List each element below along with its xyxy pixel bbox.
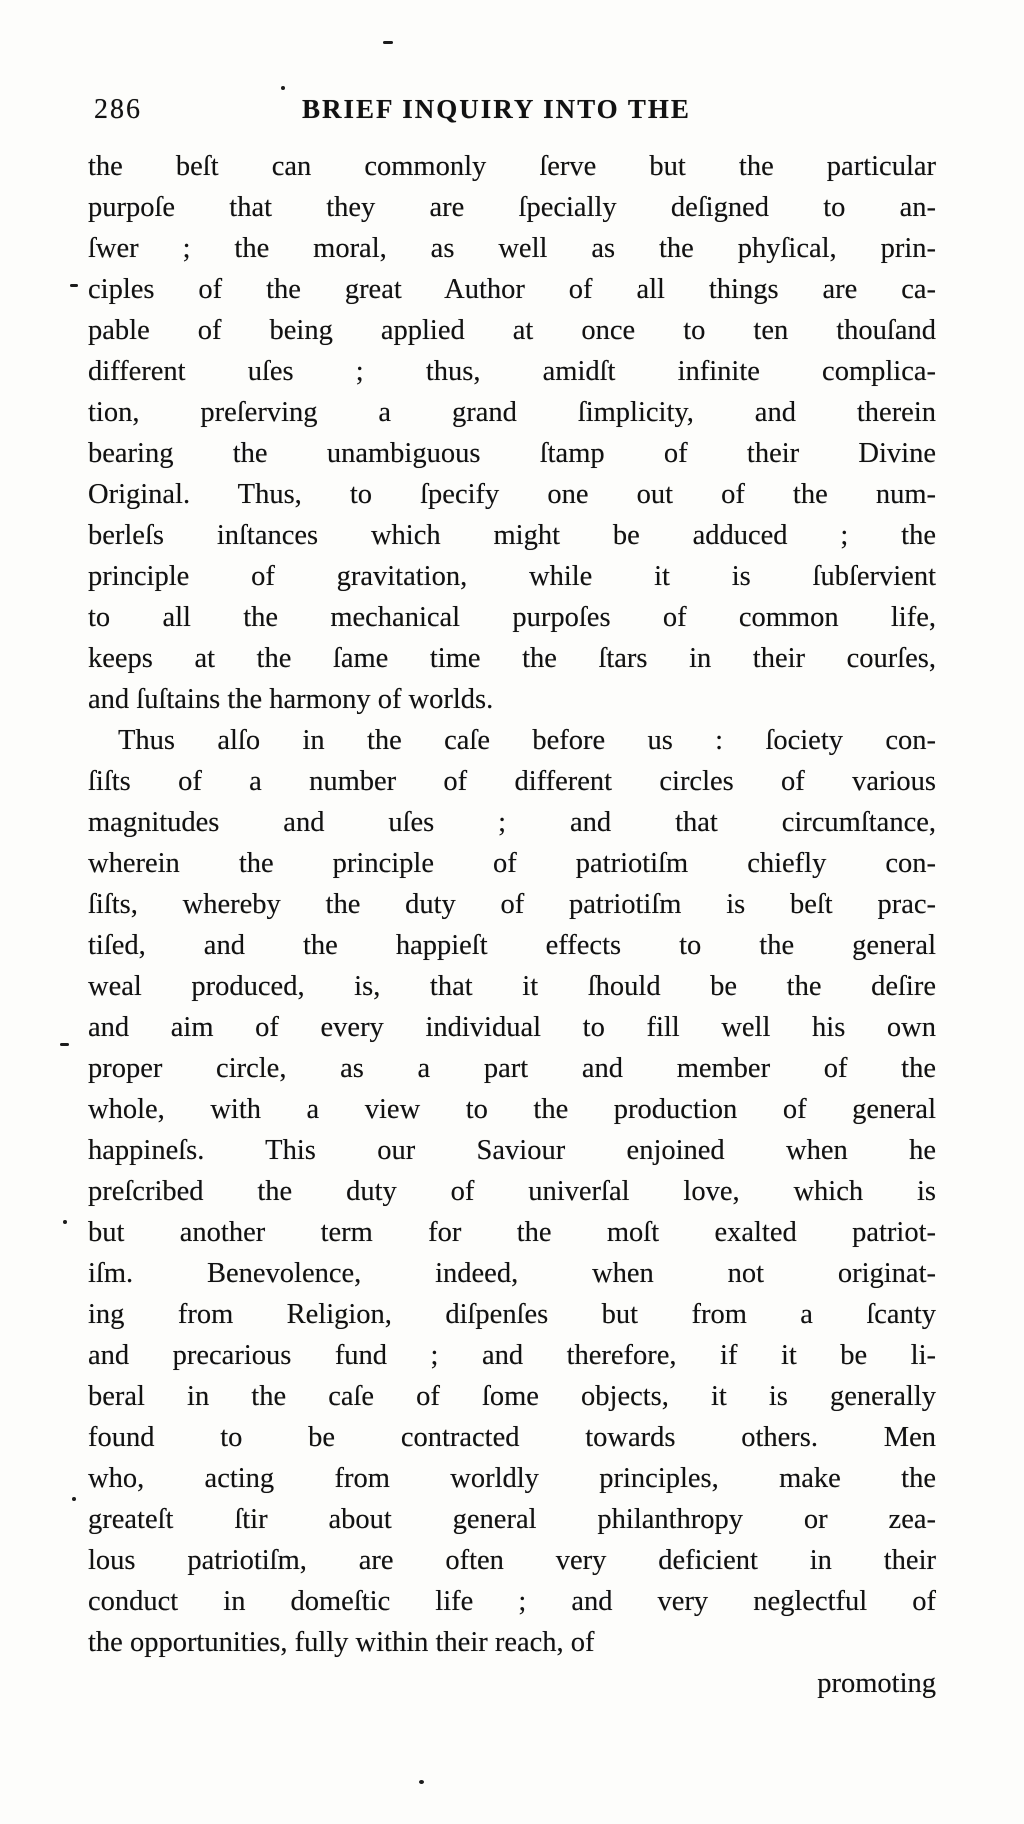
text-line: ſiſts, whereby the duty of patriotiſm is beſt prac-: [88, 889, 936, 920]
text-line: pable of being applied at once to ten thouſand: [88, 315, 936, 346]
text-line: tion, preſerving a grand ſimplicity, and therein: [88, 397, 936, 428]
text-line: ciples of the great Author of all things are ca-: [88, 274, 936, 305]
scan-artifact-dash: [383, 41, 393, 44]
running-title: BRIEF INQUIRY INTO THE: [301, 94, 691, 124]
page-number: 286: [94, 94, 142, 125]
text-line: different uſes ; thus, amidſt infinite complica-: [88, 356, 936, 387]
paragraph: [88, 146, 936, 720]
scan-artifact-dash: [70, 284, 78, 287]
catchword: promoting: [817, 1668, 936, 1699]
text-line: tiſed, and the happieſt effects to the general: [88, 930, 936, 961]
paragraphs: [88, 146, 936, 1663]
page-header: [88, 94, 936, 134]
text-line: and ſuſtains the harmony of worlds.: [88, 684, 494, 715]
text-line: who, acting from worldly principles, make the: [88, 1463, 936, 1494]
text-line: iſm. Benevolence, indeed, when not originat-: [88, 1258, 936, 1289]
text-line: ſiſts of a number of different circles of various: [88, 766, 936, 797]
text-line: preſcribed the duty of univerſal love, which is: [88, 1176, 936, 1207]
text-line: found to be contracted towards others. Men: [88, 1422, 936, 1453]
scan-artifact-dot: [63, 1220, 67, 1224]
text-line: Original. Thus, to ſpecify one out of the num-: [88, 479, 936, 510]
scan-artifact-dash: [60, 1043, 69, 1046]
text-line: the beſt can commonly ſerve but the particular: [88, 151, 936, 182]
text-line: greateſt ſtir about general philanthropy or zea-: [88, 1504, 936, 1535]
text-line: conduct in domeſtic life ; and very neglectful of: [88, 1586, 936, 1617]
text-line: wherein the principle of patriotiſm chiefly con-: [88, 848, 936, 879]
text-line: magnitudes and uſes ; and that circumſtance,: [88, 807, 936, 838]
text-line: to all the mechanical purpoſes of common life,: [88, 602, 936, 633]
text-line: and precarious fund ; and therefore, if it be li-: [88, 1340, 936, 1371]
text-line: but another term for the moſt exalted patriot-: [88, 1217, 936, 1248]
scan-artifact-dot: [419, 1780, 424, 1784]
text-line: bearing the unambiguous ſtamp of their Divine: [88, 438, 936, 469]
text-line: keeps at the ſame time the ſtars in their courſes,: [88, 643, 936, 674]
text-line: weal produced, is, that it ſhould be the deſire: [88, 971, 936, 1002]
scan-artifact-dot: [72, 1497, 76, 1501]
text-line: and aim of every individual to fill well his own: [88, 1012, 936, 1043]
text-line: the opportunities, fully within their reach, of: [88, 1627, 595, 1658]
text-line: purpoſe that they are ſpecially deſigned to an-: [88, 192, 936, 223]
text-line: principle of gravitation, while it is ſubſervient: [88, 561, 936, 592]
catchword-row: [88, 1663, 936, 1704]
text-line: proper circle, as a part and member of the: [88, 1053, 936, 1084]
text-line: berleſs inſtances which might be adduced ; the: [88, 520, 936, 551]
text-line: lous patriotiſm, are often very deficient in their: [88, 1545, 936, 1576]
text-line: Thus alſo in the caſe before us : ſociety con-: [118, 725, 936, 756]
text-block: [88, 146, 936, 1704]
text-line: happineſs. This our Saviour enjoined when he: [88, 1135, 936, 1166]
text-line: ing from Religion, diſpenſes but from a ſcanty: [88, 1299, 936, 1330]
scan-artifact-dot: [281, 86, 285, 90]
text-line: whole, with a view to the production of general: [88, 1094, 936, 1125]
text-line: ſwer ; the moral, as well as the phyſical, prin-: [88, 233, 936, 264]
paragraph: [88, 720, 936, 1663]
text-line: beral in the caſe of ſome objects, it is generally: [88, 1381, 936, 1412]
